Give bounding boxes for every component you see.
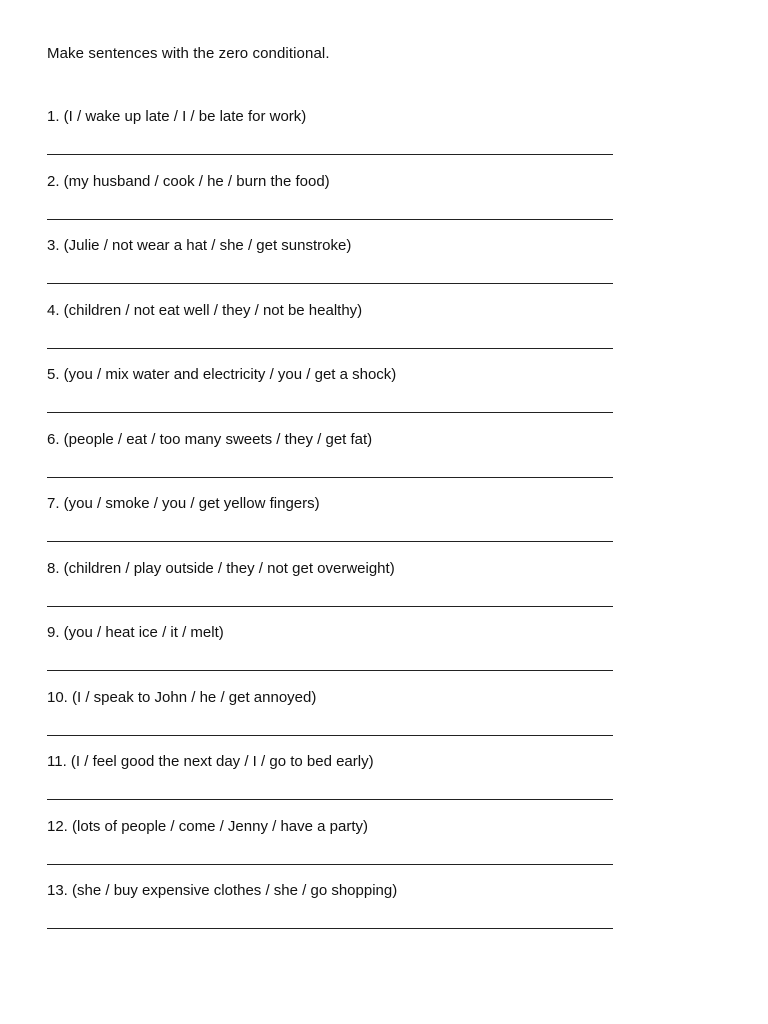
question-prompt: 13. (she / buy expensive clothes / she / go shopping) — [47, 882, 398, 899]
answer-line[interactable] — [47, 670, 613, 671]
answer-line[interactable] — [47, 283, 613, 284]
question-12 — [47, 818, 615, 883]
question-8 — [47, 560, 615, 625]
question-3 — [47, 237, 615, 302]
question-prompt: 4. (children / not eat well / they / not be healthy) — [47, 301, 363, 319]
answer-line[interactable] — [47, 412, 613, 413]
question-13 — [47, 882, 615, 947]
answer-line[interactable] — [47, 219, 613, 220]
answer-line[interactable] — [47, 864, 613, 865]
question-prompt: 1. (I / wake up late / I / be late for work) — [47, 108, 307, 125]
answer-line[interactable] — [47, 799, 613, 800]
answer-line[interactable] — [47, 928, 613, 929]
answer-line[interactable] — [47, 348, 613, 349]
question-6 — [47, 431, 615, 496]
question-prompt: 7. (you / smoke / you / get yellow fingers) — [47, 495, 320, 512]
question-prompt: 8. (children / play outside / they / not get overweight) — [47, 559, 395, 577]
question-prompt: 11. (I / feel good the next day / I / go to bed early) — [47, 753, 374, 770]
question-9 — [47, 624, 615, 689]
question-prompt: 3. (Julie / not wear a hat / she / get sunstroke) — [47, 237, 352, 254]
question-prompt: 9. (you / heat ice / it / melt) — [47, 624, 224, 641]
question-2 — [47, 173, 615, 238]
question-1 — [47, 108, 615, 173]
question-11 — [47, 753, 615, 818]
question-5 — [47, 366, 615, 431]
question-prompt: 12. (lots of people / come / Jenny / have a party) — [47, 817, 369, 835]
question-prompt: 10. (I / speak to John / he / get annoyed) — [47, 688, 317, 706]
question-7 — [47, 495, 615, 560]
answer-line[interactable] — [47, 735, 613, 736]
answer-line[interactable] — [47, 154, 613, 155]
answer-line[interactable] — [47, 541, 613, 542]
question-list — [47, 108, 615, 947]
question-prompt: 6. (people / eat / too many sweets / they / get fat) — [47, 430, 373, 448]
answer-line[interactable] — [47, 477, 613, 478]
instructions: Make sentences with the zero conditional. — [47, 45, 330, 62]
question-10 — [47, 689, 615, 754]
answer-line[interactable] — [47, 606, 613, 607]
question-4 — [47, 302, 615, 367]
question-prompt: 2. (my husband / cook / he / burn the food) — [47, 172, 330, 190]
question-prompt: 5. (you / mix water and electricity / you / get a shock) — [47, 366, 397, 383]
